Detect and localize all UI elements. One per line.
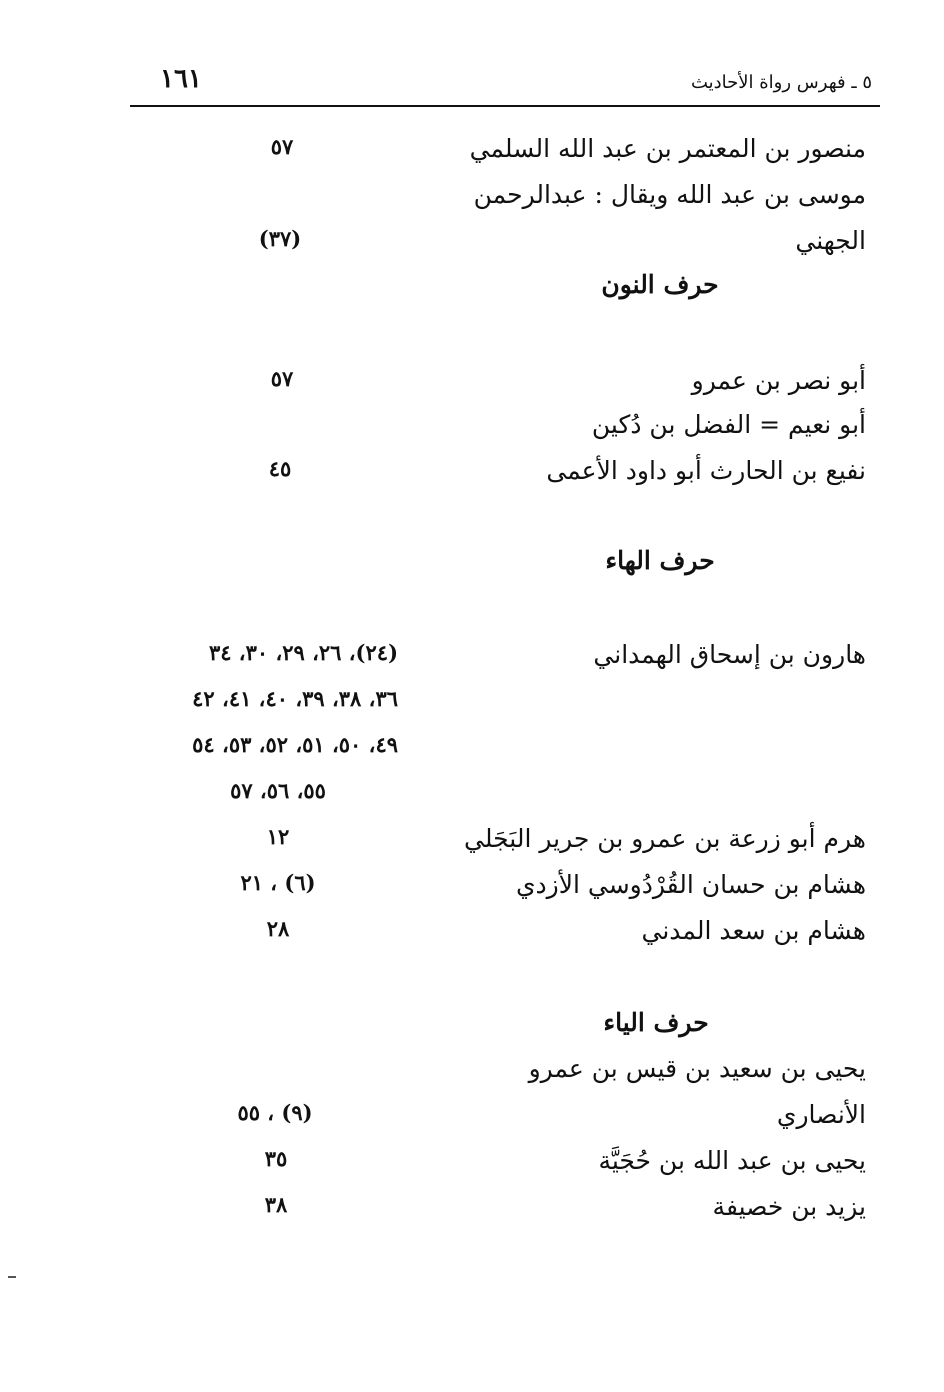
entry-refs: ٣٨ bbox=[264, 1192, 288, 1217]
section-heading: حرف الياء bbox=[603, 1008, 709, 1037]
entry-name: يحيى بن سعيد بن قيس بن عمرو bbox=[528, 1054, 866, 1083]
entry-name: الجهني bbox=[795, 226, 866, 255]
entry-name: هارون بن إسحاق الهمداني bbox=[593, 640, 866, 669]
page-number: ١٦١ bbox=[160, 64, 202, 94]
entry-name: موسى بن عبد الله ويقال : عبدالرحمن bbox=[473, 180, 866, 209]
entry-refs-line: ٤٩، ٥٠، ٥١، ٥٢، ٥٣، ٥٤ bbox=[192, 732, 398, 757]
entry-refs: ٢٨ bbox=[266, 916, 290, 941]
running-title: ٥ ـ فهرس رواة الأحاديث bbox=[690, 72, 872, 93]
section-heading: حرف الهاء bbox=[605, 546, 715, 575]
entry-name: هرم أبو زرعة بن عمرو بن جرير البَجَلي bbox=[464, 824, 866, 853]
entry-name: أبو نعيم = الفضل بن دُكين bbox=[591, 410, 866, 439]
entry-name: الأنصاري bbox=[776, 1100, 866, 1129]
header-rule bbox=[130, 105, 880, 107]
entry-name: يزيد بن خصيفة bbox=[712, 1192, 866, 1221]
section-heading: حرف النون bbox=[601, 270, 719, 299]
entry-name: يحيى بن عبد الله بن حُجَيَّة bbox=[598, 1146, 866, 1175]
entry-refs-line: ٣٦، ٣٨، ٣٩، ٤٠، ٤١، ٤٢ bbox=[192, 686, 398, 711]
entry-refs: (٩) ، ٥٥ bbox=[237, 1100, 313, 1125]
entry-refs: ٥٧ bbox=[270, 366, 294, 391]
entry-refs: ٣٥ bbox=[264, 1146, 288, 1171]
scan-mark bbox=[8, 1276, 16, 1278]
entry-refs: ٤٥ bbox=[268, 456, 292, 481]
entry-name: منصور بن المعتمر بن عبد الله السلمي bbox=[469, 134, 866, 163]
entry-refs: (٦) ، ٢١ bbox=[240, 870, 316, 895]
entry-refs-line: ٥٥، ٥٦، ٥٧ bbox=[230, 778, 326, 803]
entry-name: نفيع بن الحارث أبو داود الأعمى bbox=[546, 456, 866, 485]
entry-name: هشام بن حسان القُرْدُوسي الأزدي bbox=[515, 870, 866, 899]
entry-refs: (٣٧) bbox=[258, 226, 302, 251]
entry-refs: ٥٧ bbox=[270, 134, 294, 159]
entry-refs-line: (٢٤)، ٢٦، ٢٩، ٣٠، ٣٤ bbox=[208, 640, 398, 665]
entry-name: هشام بن سعد المدني bbox=[641, 916, 866, 945]
entry-name: أبو نصر بن عمرو bbox=[691, 366, 866, 395]
entry-refs: ١٢ bbox=[266, 824, 290, 849]
